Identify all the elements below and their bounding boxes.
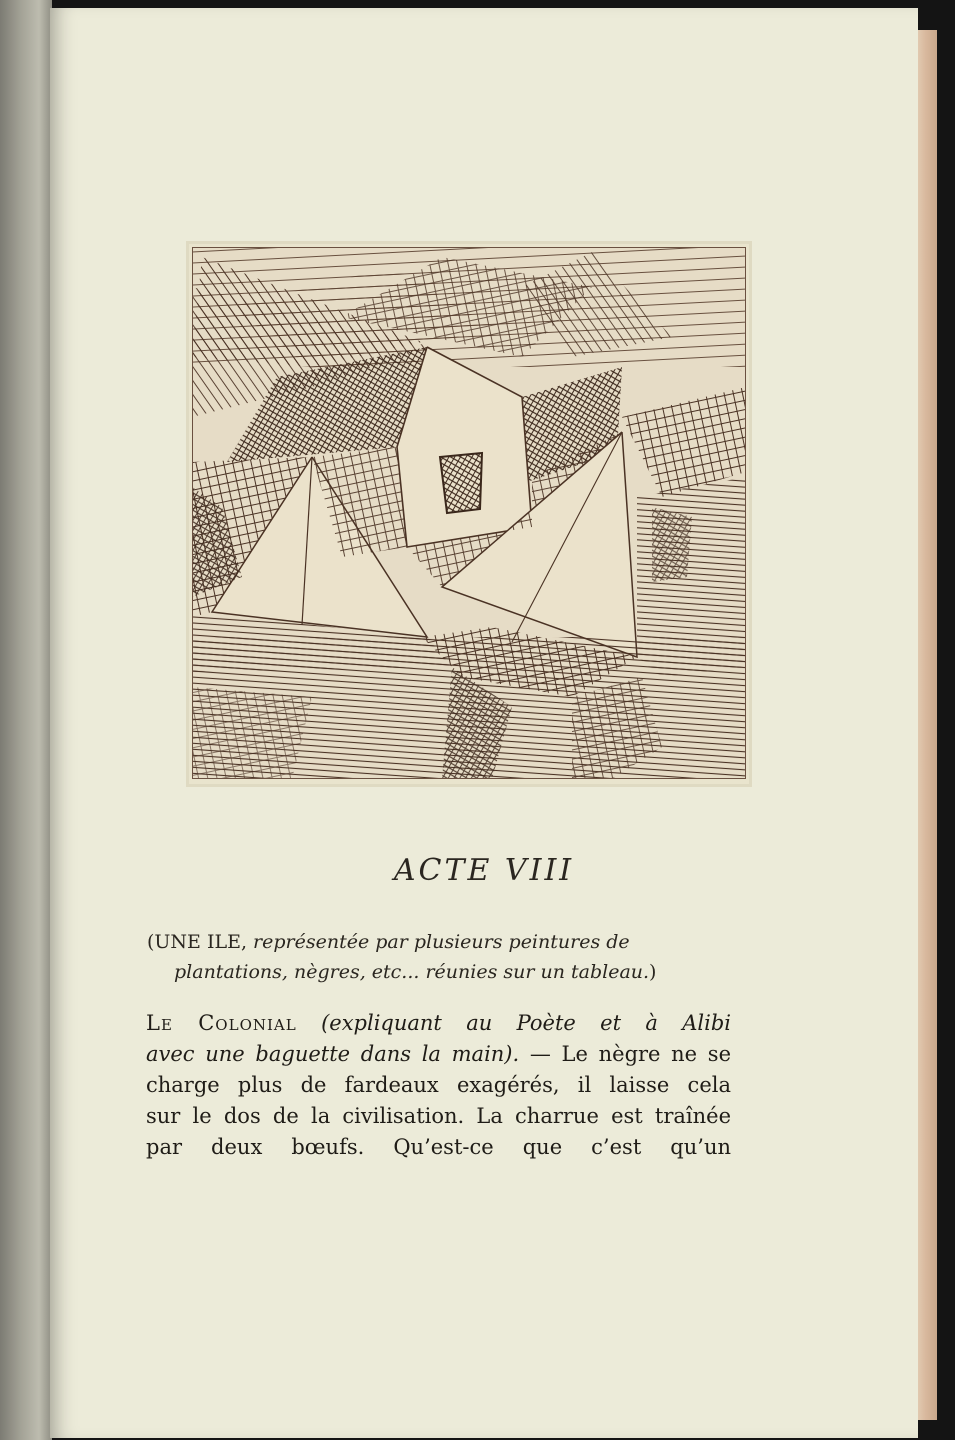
stage-direction-italic-1: représentée par plusieurs peintures de	[253, 931, 630, 953]
act-title: ACTE VIII	[393, 853, 575, 888]
dialogue-block	[146, 1008, 731, 1163]
dialogue-line-4: sur le dos de la civilisation. La charrue est traînée	[146, 1104, 731, 1128]
dialogue-line-2: — Le nègre ne se	[519, 1042, 731, 1066]
speaker-name: Le Colonial	[146, 1011, 297, 1035]
dialogue-line-5: par deux bœufs. Qu’est-ce que c’est qu’un	[146, 1135, 731, 1159]
speaker-direction-1: (expliquant au Poète et à Alibi	[321, 1011, 731, 1035]
facing-page-edge	[0, 0, 52, 1440]
stage-direction-italic-2: plantations, nègres, etc... réunies sur un tableau.	[174, 961, 650, 983]
dialogue-line-3: charge plus de fardeaux exagérés, il laisse cela	[146, 1073, 731, 1097]
etching-illustration	[192, 247, 746, 779]
stage-direction-open: (UNE ILE,	[147, 931, 247, 953]
stage-direction	[147, 927, 727, 987]
speaker-direction-2: avec une baguette dans la main).	[146, 1042, 520, 1066]
stage-direction-close: )	[649, 961, 657, 983]
book-page	[50, 8, 918, 1438]
